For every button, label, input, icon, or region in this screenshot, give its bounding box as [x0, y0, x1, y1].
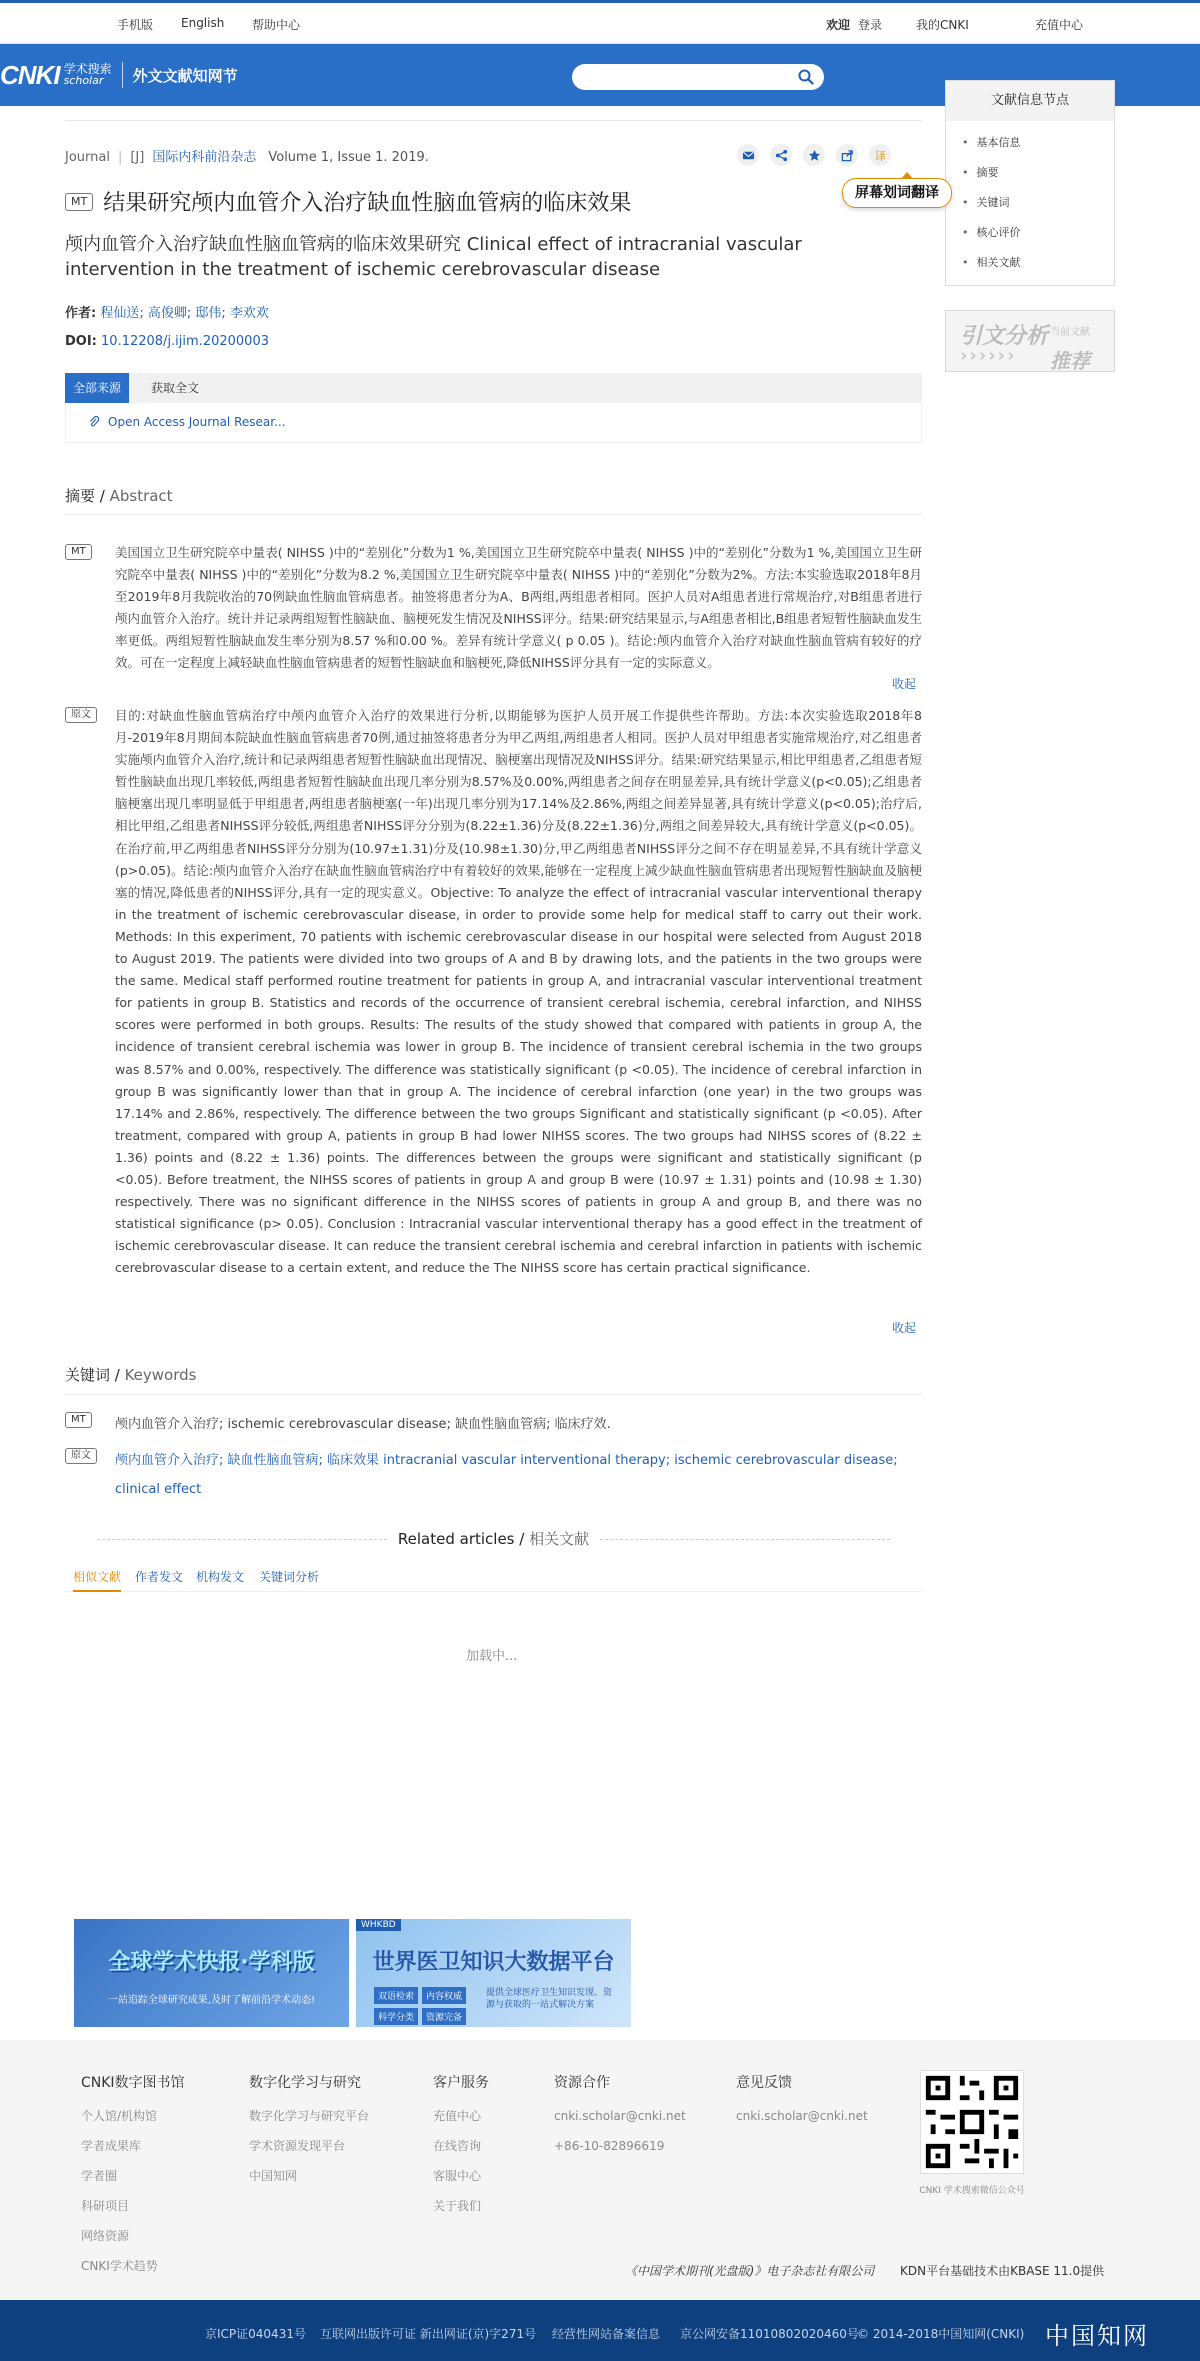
divider — [65, 120, 922, 121]
sidebar-item-keywords[interactable]: • 关键词 — [962, 195, 1114, 225]
section-title: 外文文献知网节 — [132, 66, 238, 85]
qr-code-image — [921, 2071, 1023, 2173]
sidebar-item-related[interactable]: • 相关文献 — [962, 255, 1114, 285]
related-articles-heading: Related articles / 相关文献 — [65, 1528, 922, 1550]
svg-text:译: 译 — [874, 149, 886, 162]
mt-badge: MT — [65, 1412, 92, 1428]
banner-global-academic[interactable] — [74, 1919, 349, 2027]
banner2-description: 提供全球医疗卫生知识发现、资源与获取的一站式解决方案 — [486, 1988, 613, 2010]
email-button[interactable] — [737, 144, 759, 166]
sidebar-item-basic-info[interactable]: • 基本信息 — [962, 135, 1114, 165]
footer-col-service: 客户服务 充值中心 在线咨询 客服中心 关于我们 — [433, 2075, 489, 2213]
abstract-mt — [65, 542, 922, 691]
oa-journal-link[interactable]: Open Access Journal Resear... — [108, 415, 286, 429]
favorite-button[interactable] — [803, 144, 825, 166]
banner-medical-platform[interactable] — [356, 1919, 631, 2027]
doc-type-bracket: [J] — [130, 150, 145, 165]
mobile-link[interactable]: 手机版 — [117, 18, 154, 32]
citation-analysis-promo[interactable] — [945, 310, 1115, 372]
dash-right — [590, 1539, 890, 1540]
publish-license[interactable]: 互联网出版许可证 新出网证(京)字271号 — [320, 2327, 537, 2341]
author-links[interactable]: 程仙送; 高俊卿; 邸伟; 李欢欢 — [100, 306, 269, 321]
logo-divider — [122, 62, 123, 88]
my-cnki-link[interactable]: 我的CNKI — [916, 18, 969, 32]
loading-text: 加载中... — [466, 1649, 518, 1664]
star-icon — [808, 149, 821, 162]
help-link[interactable]: 帮助中心 — [252, 18, 301, 32]
abstract-original — [65, 705, 922, 1335]
source-tabs — [65, 373, 922, 403]
doi-label: DOI: — [65, 334, 97, 349]
tab-all-sources[interactable]: 全部来源 — [65, 373, 129, 403]
tab-institution-articles[interactable]: 机构发文 — [196, 1570, 245, 1584]
title-row — [65, 186, 631, 217]
tab-author-articles[interactable]: 作者发文 — [135, 1570, 184, 1584]
banner2-title: 世界医卫知识大数据平台 — [372, 1950, 615, 1975]
police-filing[interactable]: 京公网安备11010802020460号 — [680, 2327, 859, 2341]
search-icon[interactable] — [798, 69, 814, 85]
promo-arrows: ›››››› — [960, 345, 1017, 366]
keywords-divider — [65, 1394, 922, 1395]
footer-col-feedback: 意见反馈 cnki.scholar@cnki.net — [736, 2075, 868, 2123]
recharge-link[interactable]: 充值中心 — [1035, 18, 1084, 32]
tab-get-fulltext[interactable]: 获取全文 — [151, 381, 200, 395]
abstract-divider — [65, 514, 922, 515]
journal-link[interactable]: 国际内科前沿杂志 — [152, 150, 257, 165]
qr-caption: CNKI 学术搜索微信公众号 — [919, 2186, 1025, 2196]
keywords-original-links[interactable]: 颅内血管介入治疗; 缺血性脑血管病; 临床效果 intracranial vascular interventional therapy; ischemic cerebrovascular disease; clinical effect — [115, 1453, 898, 1497]
collapse-link[interactable]: 收起 — [891, 1321, 916, 1335]
share-button[interactable] — [770, 144, 792, 166]
keywords-mt-text: 颅内血管介入治疗; ischemic cerebrovascular disease; 缺血性脑血管病; 临床疗效. — [115, 1417, 611, 1432]
keywords-mt — [65, 1410, 922, 1439]
site-footer — [0, 2040, 1200, 2300]
export-button[interactable] — [836, 144, 858, 166]
top-bar — [0, 3, 1200, 44]
publisher-text: 《中国学术期刊(光盘版)》电子杂志社有限公司 — [625, 2264, 875, 2278]
export-icon — [841, 149, 854, 162]
promo-line1: 引文分析 — [960, 324, 1049, 349]
welcome-text: 欢迎 — [826, 18, 851, 32]
related-tabs — [65, 1562, 922, 1592]
sidebar-title: 文献信息节点 — [946, 81, 1114, 121]
sidebar-item-core-evaluation[interactable]: • 核心评价 — [962, 225, 1114, 255]
bottom-bar — [0, 2300, 1200, 2361]
screen-translate-popup[interactable]: 屏幕划词翻译 — [842, 178, 952, 208]
wechat-qr-code — [920, 2070, 1024, 2174]
logo-cnki: CNKI — [0, 59, 60, 90]
search-input[interactable] — [572, 64, 824, 90]
doi-link[interactable]: 10.12208/j.ijim.20200003 — [101, 334, 269, 349]
abstract-mt-text: 美国国立卫生研究院卒中量表( NIHSS )中的“差别化”分数为1 %,美国国立卫生研究院卒中量表( NIHSS )中的“差别化”分数为1 %,美国国立卫生研究院卒中量表( NIHSS )中的“差别化”分数为8.2 %,美国国立卫生研究院卒中量表( NIHSS )中的“差别化”分数为2%。方法:本实验选取2018年8月至2019年8月我院收治的70例缺血性脑血管病患者。抽签将患者分为A、B两组,两组患者相同。医护人员对A组患者进行常规治疗,对B组患者进行颅内血管介入治疗。统计并记录两组短暂性脑缺血、脑梗死发生情况及NIHSS评分。结果:研究结果显示,与A组患者相比,B组患者短暂性脑缺血发生率更低。两组短暂性脑缺血发生率分别为8.57 %和0.00 %。差异有统计学意义( p 0.05 )。结论:颅内血管介入治疗对缺血性脑血管病有较好的疗效。可在一定程度上减轻缺血性脑血管病患者的短暂性脑缺血和脑梗死,降低NIHSS评分具有一定的实际意义。 — [115, 545, 922, 671]
tab-keyword-analysis[interactable]: 关键词分析 — [259, 1570, 320, 1584]
translate-button[interactable] — [869, 144, 891, 166]
share-icon — [775, 149, 788, 162]
banner2-chips: 双语检索 内容权威 科学分类 资源完备 — [374, 1987, 484, 2025]
doi-line — [65, 334, 269, 349]
volume-info: Volume 1, Issue 1. 2019. — [268, 150, 429, 165]
keywords-heading: 关键词 / Keywords — [65, 1366, 197, 1384]
translate-icon — [874, 149, 887, 162]
banner2-badge: WHKBD — [356, 1919, 401, 1931]
english-link[interactable]: English — [181, 16, 225, 30]
authors-line — [65, 302, 269, 321]
copyright: © 2014-2018中国知网(CNKI) — [857, 2327, 1025, 2341]
sidebar-item-abstract[interactable]: • 摘要 — [962, 165, 1114, 195]
footer-col-learning: 数字化学习与研究 数字化学习与研究平台 学术资源发现平台 中国知网 — [249, 2075, 370, 2183]
article-subtitle: 颅内血管介入治疗缺血性脑血管病的临床效果研究 Clinical effect of intracranial vascular intervention in the treatment of ischemic cerebrovascular disease — [65, 234, 802, 280]
mt-badge: MT — [65, 544, 92, 560]
article-actions — [737, 144, 891, 166]
article-title: 结果研究颅内血管介入治疗缺血性脑血管病的临床效果 — [103, 191, 632, 216]
kdn-text: KDN平台基础技术由KBASE 11.0提供 — [900, 2264, 1105, 2278]
icp-license[interactable]: 京ICP证040431号 — [205, 2327, 306, 2341]
dash-left — [97, 1539, 397, 1540]
footer-col-library: CNKI数字图书馆 个人馆/机构馆 学者成果库 学者圈 科研项目 网络资源 CNKI学术趋势 — [81, 2075, 185, 2273]
collapse-link[interactable]: 收起 — [891, 677, 916, 691]
article-meta: Journal | [J] 国际内科前沿杂志 Volume 1, Issue 1. 2019. — [65, 150, 429, 165]
footer-col-cooperation: 资源合作 cnki.scholar@cnki.net +86-10-82896619 — [554, 2075, 686, 2153]
login-link[interactable]: 登录 — [858, 18, 883, 32]
mail-icon — [742, 149, 755, 162]
promo-tag: 当前文献 — [1050, 327, 1090, 338]
original-badge: 原文 — [65, 707, 97, 723]
promo-line3: 推荐 — [1050, 349, 1090, 372]
banner1-title: 全球学术快报·学科版 — [108, 1950, 315, 1975]
oa-source-row — [65, 403, 922, 443]
keywords-original — [65, 1446, 922, 1504]
mt-badge: MT — [65, 193, 93, 211]
banner1-subtitle: 一站追踪全球研究成果,及时了解前沿学术动态! — [107, 1995, 316, 2006]
logo-scholar: 学术搜索 scholar — [63, 62, 112, 87]
cnki-bottom-logo[interactable]: 中国知网 — [1045, 2322, 1149, 2350]
abstract-heading: 摘要 / Abstract — [65, 487, 173, 505]
abstract-original-text: 目的:对缺血性脑血管病治疗中颅内血管介入治疗的效果进行分析,以期能够为医护人员开展工作提供些许帮助。方法:本次实验选取2018年8月-2019年8月期间本院缺血性脑血管病患者70例,通过抽签将患者分为甲乙两组,两组患者人相同。医护人员对甲组患者实施常规治疗,对乙组患者实施颅内血管介入治疗,统计和记录两组患者短暂性脑缺血出现情况、脑梗塞出现情况及NIHSS评分。结果:研究结果显示,相比甲组患者,乙组患者短暂性脑缺血出现几率较低,两组患者短暂性脑缺血出现几率分别为8.57%及0.00%,两组患者之间存在明显差异,具有统计学意义(p<0.05);乙组患者脑梗塞出现几率明显低于甲组患者,两组患者脑梗塞(一年)出现几率分别为17.14%及2.86%,两组之间差异显著,具有统计学意义(p<0.05);治疗后,相比甲组,乙组患者NIHSS评分较低,两组患者NIHSS评分分别为(8.22±1.36)分及(8.22±1.36)分,两组之间差异较大,具有统计学意义(p<0.05)。在治疗前,甲乙两组患者NIHSS评分分别为(10.97±1.31)分及(10.98±1.30)分,甲乙两组患者NIHSS评分之间不存在明显差异,不具有统计学意义(p>0.05)。结论:颅内血管介入治疗在缺血性脑血管病治疗中有着较好的效果,能够在一定程度上减少缺血性脑血管病患者出现短暂性脑缺血及脑梗塞的情况,降低患者的NIHSS评分,具有一定的现实意义。Objective: To analyze the effect of intracranial vascular interventional therapy in the treatment of ischemic cerebrovascular disease, in order to provide some help for medical staff to carry out their work. Methods: In this experiment, 70 patients with ischemic cerebrovascular disease in our hospital were selected from August 2018 to August 2019. The patients were divided into two groups of A and B by drawing lots, and the patients in the two groups were the same. Medical staff performed routine treatment for patients in group A, and intracranial vascular interventional treatment for patients in group B. Statistics and records of the occurrence of transient cerebral ischemia, cerebral infarction, and NIHSS scores were performed in both groups. Results: The results of the study showed that compared with patients in group A, the incidence of transient cerebral ischemia was lower in group B. The incidence of transient cerebral ischemia in the two groups was 8.57% and 0.00%, respectively. The difference was statistically significant (p <0.05). The incidence of cerebral infarction in group B was significantly lower than that in group A. The incidence of cerebral infarction (one year) in the two groups was 17.14% and 2.86%, respectively. The difference between the two groups Significant and statistically significant (p <0.05). After treatment, compared with group A, patients in group B had lower NIHSS scores. The two groups had NIHSS scores of (8.22 ± 1.36) points and (8.22 ± 1.36) points. The differences between the groups were significant and statistically significant (p <0.05). Before treatment, the NIHSS scores of patients in group A and group B were (10.97 ± 1.31) points and (10.98 ± 1.30) respectively. There was no significant difference in the NIHSS scores of patients in group A and group B, and there was no statistical significance (p> 0.05). Conclusion : Intracranial vascular interventional therapy has a good effect in the treatment of ischemic cerebrovascular disease. It can reduce the transient cerebral ischemia and cerebral infarction in patients with ischemic cerebrovascular disease to a certain extent, and reduce the The NIHSS score has certain practical significance. — [115, 708, 922, 1276]
paperclip-icon — [88, 416, 100, 428]
site-filing[interactable]: 经营性网站备案信息 — [552, 2327, 661, 2341]
document-info-nodes — [945, 80, 1115, 286]
authors-label: 作者: — [65, 306, 97, 321]
doc-type: Journal — [65, 150, 110, 165]
tab-similar[interactable]: 相似文献 — [73, 1568, 121, 1592]
cnki-scholar-logo[interactable] — [0, 59, 238, 90]
original-badge: 原文 — [65, 1448, 97, 1464]
